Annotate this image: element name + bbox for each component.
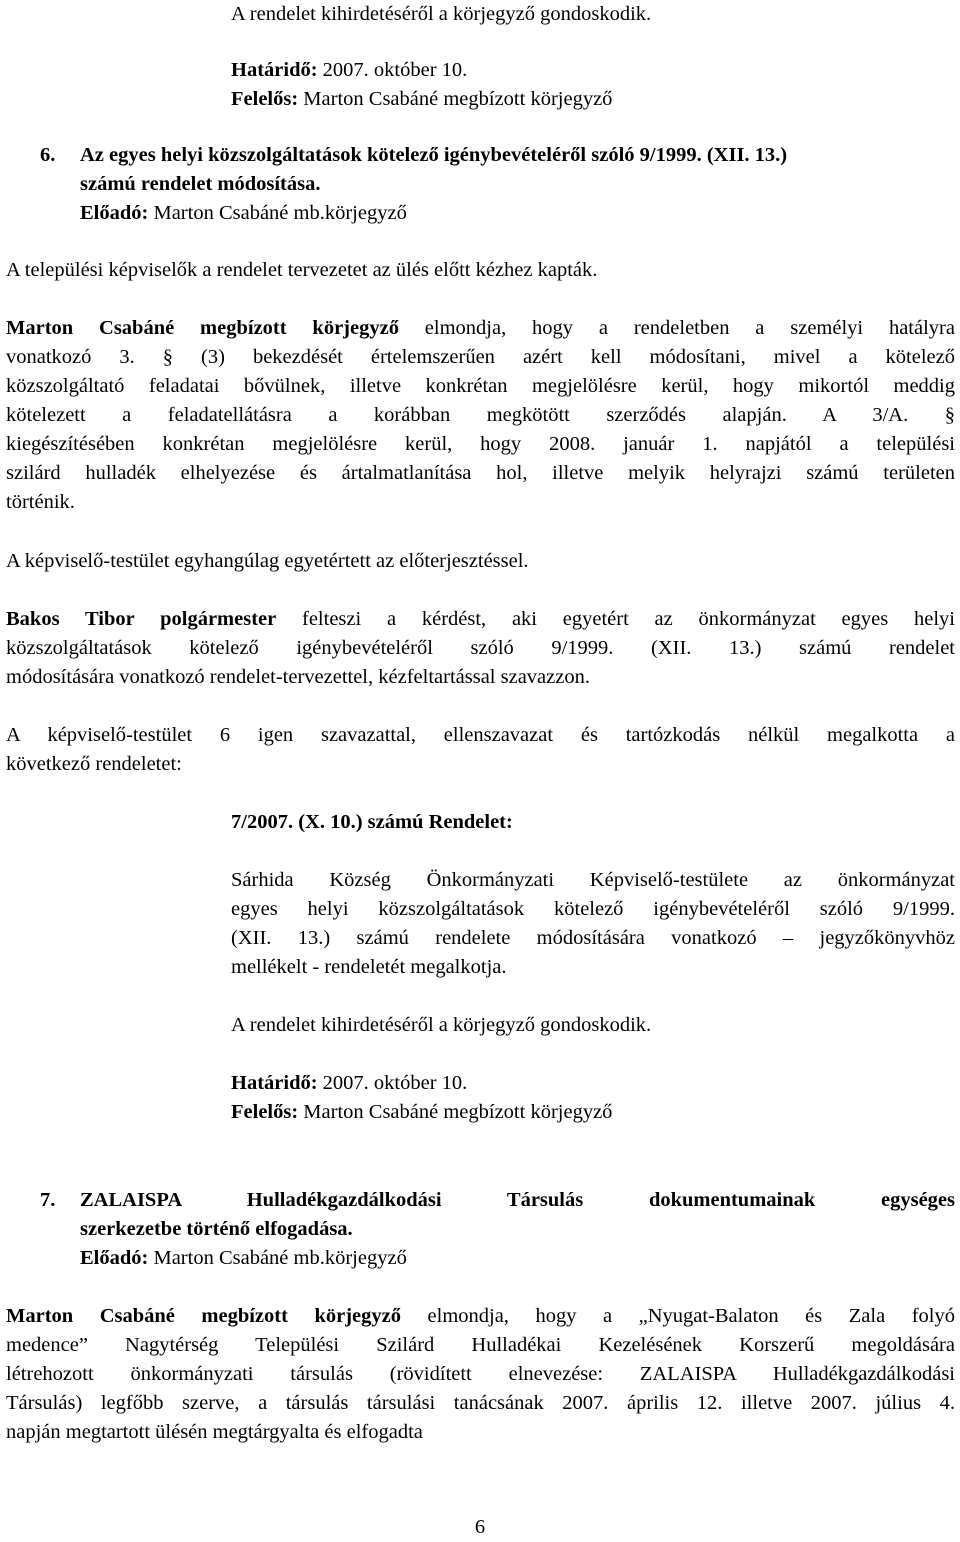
item-6-title-line1: Az egyes helyi közszolgáltatások kötelező igénybevételéről szóló 9/1999. (XII. 13.) (80, 144, 788, 166)
item-6-paragraph-2-line3: közszolgáltató feladatai bővülnek, illetve konkrétan megjelölésre kerül, hogy mikortól meddig (6, 375, 955, 397)
item-7-presenter (80, 1244, 407, 1273)
item-7-title-line2: szerkezetbe történő elfogadása. (80, 1218, 353, 1240)
decree-text-line3: (XII. 13.) számú rendelete módosítására vonatkozó – jegyzőkönyvhöz (231, 927, 955, 949)
decree-title: 7/2007. (X. 10.) számú Rendelet: (231, 811, 513, 833)
deadline-value: 2007. október 10. (317, 1072, 468, 1094)
item-6-paragraph-3: A képviselő-testület egyhangúlag egyetértett az előterjesztéssel. (6, 550, 529, 572)
item-6-paragraph-1: A települési képviselők a rendelet tervezetet az ülés előtt kézhez kapták. (6, 259, 598, 281)
decree-text-line2: egyes helyi közszolgáltatások kötelező igénybevételéről szóló 9/1999. (231, 898, 955, 920)
item-6-paragraph-2-line5: kiegészítésében konkrétan megjelölésre kerül, hogy 2008. január 1. napjától a települési (6, 433, 955, 455)
item-6-paragraph-2-line2: vonatkozó 3. § (3) bekezdését értelemszerűen azért kell módosítani, mivel a kötelező (6, 346, 955, 368)
item-6-paragraph-4-line1 (6, 605, 955, 634)
paragraph-text: felteszi a kérdést, aki egyetért az önkormányzat egyes helyi (276, 608, 955, 630)
item-6-announcement: A rendelet kihirdetéséről a körjegyző gondoskodik. (231, 1014, 652, 1036)
announcement-text: A rendelet kihirdetéséről a körjegyző gondoskodik. (231, 3, 652, 25)
item-7-title-line1: ZALAISPA Hulladékgazdálkodási Társulás dokumentumainak egységes (80, 1189, 955, 1211)
item-6-paragraph-5-line2: következő rendeletet: (6, 753, 182, 775)
deadline-label: Határidő: (231, 1072, 318, 1094)
item-7-paragraph-line4: Társulás) legfőbb szerve, a társulás társulási tanácsának 2007. április 12. illetve 2007. július 4. (6, 1392, 955, 1414)
decree-text-line1: Sárhida Község Önkormányzati Képviselő-testülete az önkormányzat (231, 869, 955, 891)
item-6-paragraph-4-line3: módosítására vonatkozó rendelet-tervezettel, kézfeltartással szavazzon. (6, 666, 590, 688)
item-7-number: 7. (40, 1189, 56, 1211)
item-7-paragraph-line2: medence” Nagytérség Települési Szilárd Hulladékai Kezelésének Korszerű megoldására (6, 1334, 955, 1356)
item-7-paragraph-line3: létrehozott önkormányzati társulás (rövidített elnevezése: ZALAISPA Hulladékgazdálkodási (6, 1363, 955, 1385)
item-6-paragraph-2-line6: szilárd hulladék elhelyezése és ártalmatlanítása hol, illetve melyik helyrajzi számú területen (6, 462, 955, 484)
speaker-name: Bakos Tibor polgármester (6, 608, 277, 630)
speaker-name: Marton Csabáné megbízott körjegyző (6, 317, 399, 339)
page-number: 6 (474, 1516, 486, 1538)
item-6-paragraph-2-line4: kötelezett a feladatellátásra a korábban megkötött szerződés alapján. A 3/A. § (6, 404, 955, 426)
item-6-paragraph-2-line7: történik. (6, 491, 75, 513)
item-6-deadline (231, 1069, 467, 1098)
item-7-paragraph-line1 (6, 1302, 955, 1331)
responsible-value: Marton Csabáné megbízott körjegyző (298, 1101, 613, 1123)
paragraph-text: elmondja, hogy a rendeletben a személyi hatályra (398, 317, 955, 339)
item-6-number: 6. (40, 144, 56, 166)
responsible-label: Felelős: (231, 1101, 299, 1123)
presenter-value: Marton Csabáné mb.körjegyző (148, 202, 407, 224)
item-6-presenter (80, 199, 407, 228)
deadline-label: Határidő: (231, 59, 318, 81)
responsible-line (231, 85, 612, 114)
item-6-responsible (231, 1098, 612, 1127)
presenter-value: Marton Csabáné mb.körjegyző (148, 1247, 407, 1269)
responsible-value: Marton Csabáné megbízott körjegyző (298, 88, 613, 110)
deadline-value: 2007. október 10. (317, 59, 468, 81)
item-6-paragraph-5-line1: A képviselő-testület 6 igen szavazattal, ellenszavazat és tartózkodás nélkül megalkotta a (6, 724, 955, 746)
item-6-paragraph-4-line2: közszolgáltatások kötelező igénybevételéről szóló 9/1999. (XII. 13.) számú rendelet (6, 637, 955, 659)
presenter-label: Előadó: (80, 202, 149, 224)
item-6-title-line2: számú rendelet módosítása. (80, 173, 321, 195)
item-7-paragraph-line5: napján megtartott ülésén megtárgyalta és elfogadta (6, 1421, 423, 1443)
item-6-paragraph-2-line1 (6, 314, 955, 343)
decree-text-line4: mellékelt - rendeletét megalkotja. (231, 956, 507, 978)
presenter-label: Előadó: (80, 1247, 149, 1269)
paragraph-text: elmondja, hogy a „Nyugat-Balaton és Zala folyó (401, 1305, 955, 1327)
speaker-name: Marton Csabáné megbízott körjegyző (6, 1305, 401, 1327)
deadline-line (231, 56, 467, 85)
responsible-label: Felelős: (231, 88, 299, 110)
